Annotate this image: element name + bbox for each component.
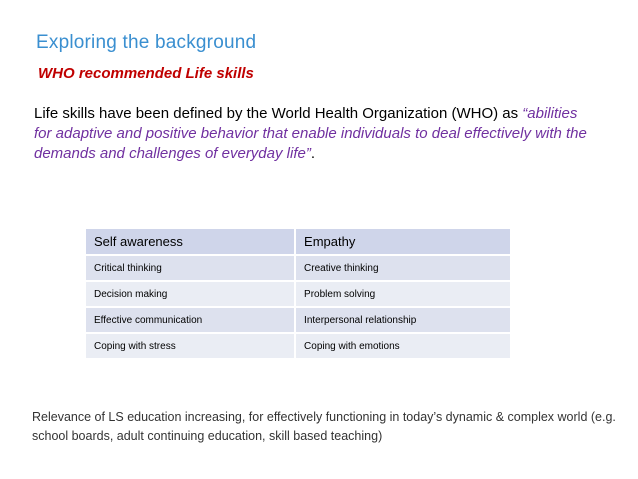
definition-end: . [310, 145, 316, 162]
definition-quote: “abilities for adaptive and positive behavior that enable individuals to deal effectively with the demands and challenges of everyday life” [34, 105, 587, 162]
relevance-note: Relevance of LS education increasing, for effectively functioning in today’s dynamic & complex world (e.g. school boards, adult continuing education, skill based teaching) [32, 410, 616, 443]
table-cell: Critical thinking [86, 255, 295, 281]
table-cell: Self awareness [86, 229, 295, 255]
table-cell: Coping with emotions [295, 333, 510, 359]
table-row [86, 307, 510, 333]
table-row [86, 281, 510, 307]
table-cell: Interpersonal relationship [295, 307, 510, 333]
life-skills-table [86, 229, 510, 360]
slide-title: Exploring the background [36, 32, 257, 53]
table-header-row [86, 229, 510, 255]
table-cell: Effective communication [86, 307, 295, 333]
slide-subtitle: WHO recommended Life skills [38, 65, 254, 82]
definition-paragraph [34, 104, 594, 164]
table-cell: Coping with stress [86, 333, 295, 359]
table-row [86, 255, 510, 281]
definition-intro: Life skills have been defined by the World Health Organization (WHO) as [34, 105, 523, 122]
table-cell: Problem solving [295, 281, 510, 307]
table-cell: Creative thinking [295, 255, 510, 281]
table-row [86, 333, 510, 359]
table-cell: Decision making [86, 281, 295, 307]
table-cell: Empathy [295, 229, 510, 255]
